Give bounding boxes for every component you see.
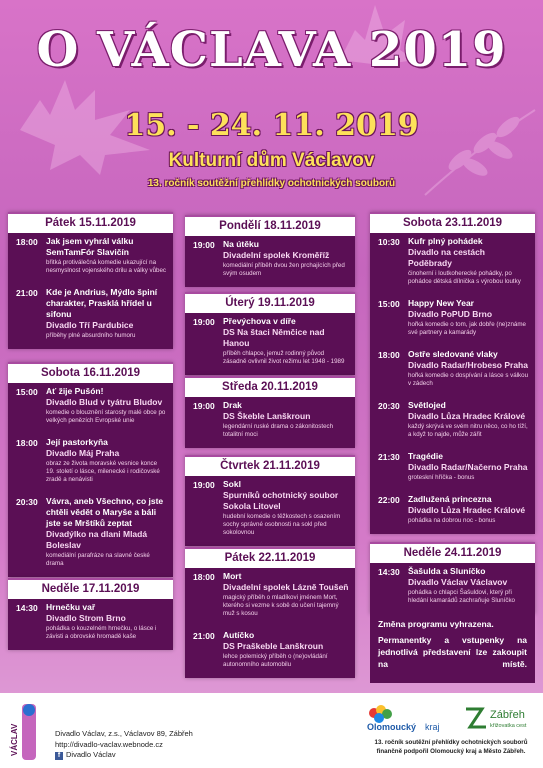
event-ensemble: Divadlo Strom Brno xyxy=(46,613,126,623)
day-heading: Neděle 24.11.2019 xyxy=(370,542,535,563)
day-panel-sun-24 xyxy=(370,542,535,614)
festival-venue: Kulturní dům Václavov xyxy=(168,150,375,171)
event-desc: břitká protiválečná komedie ukazující na nesmyslnost vojenského drilu a války vůbec xyxy=(46,259,167,274)
olomoucky-kraj-logo xyxy=(365,703,460,733)
event-time: 18:00 xyxy=(193,572,215,582)
event-time: 15:00 xyxy=(378,299,400,309)
support-note: 13. ročník soutěžní přehlídky ochotnických souborů finančně podpořil Olomoucký kraj a Město Zábřeh. xyxy=(374,739,528,755)
event xyxy=(370,233,535,288)
event-desc: groteskní hříčka - bonus xyxy=(408,474,475,481)
event-ensemble: DS Na štaci Němčice nad Hanou xyxy=(223,327,325,348)
event-time: 18:00 xyxy=(378,350,400,360)
event-title: Sokl xyxy=(223,479,241,489)
event-time: 19:00 xyxy=(193,317,215,327)
event-ensemble: Divadelní spolek Lázně Toušeň xyxy=(223,582,349,592)
zabreh-sub-text: křižovatka cest xyxy=(490,723,527,729)
event-title: Převýchova v díře xyxy=(223,316,296,326)
zabreh-text: Zábřeh xyxy=(490,709,525,721)
day-panel-fri-15 xyxy=(8,212,173,349)
event-ensemble: Divadlo Blud v tyátru Bludov xyxy=(46,397,163,407)
event-time: 15:00 xyxy=(16,387,38,397)
event-ensemble: Divadlo Lůza Hradec Králové xyxy=(408,411,526,421)
day-heading: Sobota 23.11.2019 xyxy=(370,212,535,233)
event-title: Jak jsem vyhrál válku SemTamFór Slavičín xyxy=(46,236,134,257)
event-title: Světlojed xyxy=(408,400,446,410)
notice-change: Změna programu vyhrazena. xyxy=(378,619,494,629)
zabreh-logo xyxy=(462,703,532,733)
event-title: Ostře sledované vlaky xyxy=(408,349,498,359)
event-time: 21:00 xyxy=(193,631,215,641)
event-time: 22:00 xyxy=(378,495,400,505)
event xyxy=(8,284,173,342)
event-time: 19:00 xyxy=(193,480,215,490)
event xyxy=(370,346,535,390)
day-panel-sun-17 xyxy=(8,578,173,650)
event xyxy=(370,397,535,441)
event-title: Kufr plný pohádek xyxy=(408,236,483,246)
event xyxy=(370,448,535,484)
program-notice xyxy=(370,613,535,683)
event-title: Autíčko xyxy=(223,630,255,640)
event-desc: pohádka o kouzelném hrnečku, o lásce i závisti a obrovské hromadě kaše xyxy=(46,625,157,640)
event xyxy=(185,568,355,620)
festival-subtitle: 13. ročník soutěžní přehlídky ochotnických souborů xyxy=(147,178,396,189)
event-time: 10:30 xyxy=(378,237,400,247)
event xyxy=(185,397,355,441)
logo-text: VÁCLAV xyxy=(10,723,19,756)
event-time: 19:00 xyxy=(193,240,215,250)
event xyxy=(370,563,535,607)
day-panel-fri-22 xyxy=(185,547,355,678)
event-desc: legendární ruské drama o zákonitostech totalitní moci xyxy=(223,423,334,438)
event-title: Její pastorkyňa xyxy=(46,437,108,447)
facebook-link[interactable]: f Divadlo Václav xyxy=(55,750,193,761)
event-desc: komediální příběh dvou žen prchajících před svým osudem xyxy=(223,262,345,277)
event-ensemble: Divadlo Radar/Načerno Praha xyxy=(408,462,528,472)
event-ensemble: DS Praškeble Lanškroun xyxy=(223,641,324,651)
event-time: 21:30 xyxy=(378,452,400,462)
notice-tickets: Permanentky a vstupenky na jednotlivá představení lze zakoupit na místě. xyxy=(378,635,527,669)
event-desc: hořká komedie o tom, jak dobře (ne)známe své partnery a kamarády xyxy=(408,321,526,336)
festival-title: O VÁCLAVA 2019 xyxy=(36,22,507,78)
facebook-icon: f xyxy=(55,752,63,760)
festival-dates: 15. - 24. 11. 2019 xyxy=(124,108,419,143)
event-desc: komedie o blouznění starosty malé obce po velkých penězích Evropské unie xyxy=(46,409,166,424)
event-title: Šašulda a Sluníčko xyxy=(408,566,486,576)
event-ensemble: Divadýlko na dlani Mladá Boleslav xyxy=(46,529,148,550)
event-title: Vávra, aneb Všechno, co jste chtěli vědět o Maryše a báli jste se Mrštíků zeptat xyxy=(46,496,164,528)
event-time: 18:00 xyxy=(16,438,38,448)
event-desc: činoherní i loutkoherecké pohádky, po pohádce dětská dílnička s výrobou loutky xyxy=(408,270,521,285)
event-ensemble: Divadlo na cestách Poděbrady xyxy=(408,247,486,268)
event xyxy=(8,434,173,486)
event-desc: magický příběh o mladíkovi jménem Mort, kterého si vezme k sobě do učení tajemný muž s kosou xyxy=(223,594,339,617)
olomoucky-text: Olomoucký xyxy=(367,722,417,732)
day-heading: Neděle 17.11.2019 xyxy=(8,578,173,599)
day-heading: Pátek 22.11.2019 xyxy=(185,547,355,568)
day-panel-mon-18 xyxy=(185,215,355,287)
day-panel-tue-19 xyxy=(185,292,355,375)
footer-contact xyxy=(55,729,193,761)
divadlo-vaclav-logo xyxy=(8,700,46,762)
event xyxy=(8,383,173,427)
event-desc: hořká komedie o dospívání a lásce s válkou v zádech xyxy=(408,372,529,387)
event-ensemble: Spurníků ochotnický soubor Sokola Litovel xyxy=(223,490,339,511)
event-ensemble: Divadlo PoPUD Brno xyxy=(408,309,493,319)
event-title: Drak xyxy=(223,400,242,410)
event-desc: hudební komedie o těžkostech s osazením sochy správné osobnosti na sokl před sokolovnou xyxy=(223,513,341,536)
event-desc: pohádka o chlapci Šašuldovi, který při hledání kamarádů zachraňuje Sluníčko xyxy=(408,589,515,604)
event-desc: komediální parafráze na slavné české drama xyxy=(46,552,150,567)
event xyxy=(370,491,535,527)
day-heading: Sobota 16.11.2019 xyxy=(8,362,173,383)
event-ensemble: Divadlo Máj Praha xyxy=(46,448,120,458)
event-ensemble: Divadelní spolek Kroměříž xyxy=(223,250,330,260)
event-title: Na útěku xyxy=(223,239,259,249)
event xyxy=(185,313,355,368)
event xyxy=(8,599,173,643)
event-title: Ať žije Pušón! xyxy=(46,386,104,396)
event xyxy=(8,493,173,570)
event xyxy=(185,476,355,539)
event xyxy=(370,295,535,339)
event-title: Tragédie xyxy=(408,451,443,461)
event-desc: příběhy plné absurdního humoru xyxy=(46,332,136,339)
day-panel-sat-23 xyxy=(370,212,535,534)
event-ensemble: Divadlo Tří Pardubice xyxy=(46,320,134,330)
event-desc: pohádka na dobrou noc - bonus xyxy=(408,517,496,524)
event-time: 14:30 xyxy=(378,567,400,577)
day-heading: Úterý 19.11.2019 xyxy=(185,292,355,313)
event-time: 14:30 xyxy=(16,603,38,613)
event-desc: obraz ze života moravské vesnice konce 19. století o lásce, milenecké i rodičovské zradě a nenávisti xyxy=(46,460,160,483)
event-time: 20:30 xyxy=(378,401,400,411)
day-panel-thu-21 xyxy=(185,455,355,546)
event-time: 18:00 xyxy=(16,237,38,247)
day-heading: Středa 20.11.2019 xyxy=(185,376,355,397)
event-ensemble: Divadlo Lůza Hradec Králové xyxy=(408,505,526,515)
day-heading: Pondělí 18.11.2019 xyxy=(185,215,355,236)
event xyxy=(8,233,173,277)
event-title: Zadlužená princezna xyxy=(408,494,492,504)
event-title: Happy New Year xyxy=(408,298,474,308)
event-time: 21:00 xyxy=(16,288,38,298)
event-title: Kde je Andrius, Mýdlo špiní charakter, Prasklá hřídel u sifonu xyxy=(46,287,158,319)
event-ensemble: DS Škeble Lanškroun xyxy=(223,411,311,421)
event-time: 19:00 xyxy=(193,401,215,411)
day-panel-sat-16 xyxy=(8,362,173,577)
event-ensemble: Divadlo Václav Václavov xyxy=(408,577,508,587)
org-address: Divadlo Václav, z.s., Václavov 89, Zábřeh xyxy=(55,729,193,738)
event xyxy=(185,236,355,280)
event-desc: příběh chlapce, jemuž rodinný původ zásadně ovlivnil život režimu let 1948 - 1989 xyxy=(223,350,345,365)
day-panel-wed-20 xyxy=(185,376,355,448)
event xyxy=(185,627,355,671)
day-heading: Pátek 15.11.2019 xyxy=(8,212,173,233)
event-ensemble: Divadlo Radar/Hrobeso Praha xyxy=(408,360,528,370)
event-time: 20:30 xyxy=(16,497,38,507)
website-link[interactable]: http://divadlo-vaclav.webnode.cz xyxy=(55,739,163,749)
event-desc: každý skrývá ve svém nitru něco, co ho tíží, a když to najde, může zářit xyxy=(408,423,528,438)
day-heading: Čtvrtek 21.11.2019 xyxy=(185,455,355,476)
kraj-text: kraj xyxy=(425,722,440,732)
event-desc: lehce polemický příběh o (ne)ovládání autonomního automobilu xyxy=(223,653,328,668)
event-title: Mort xyxy=(223,571,242,581)
event-title: Hrnečku vař xyxy=(46,602,96,612)
